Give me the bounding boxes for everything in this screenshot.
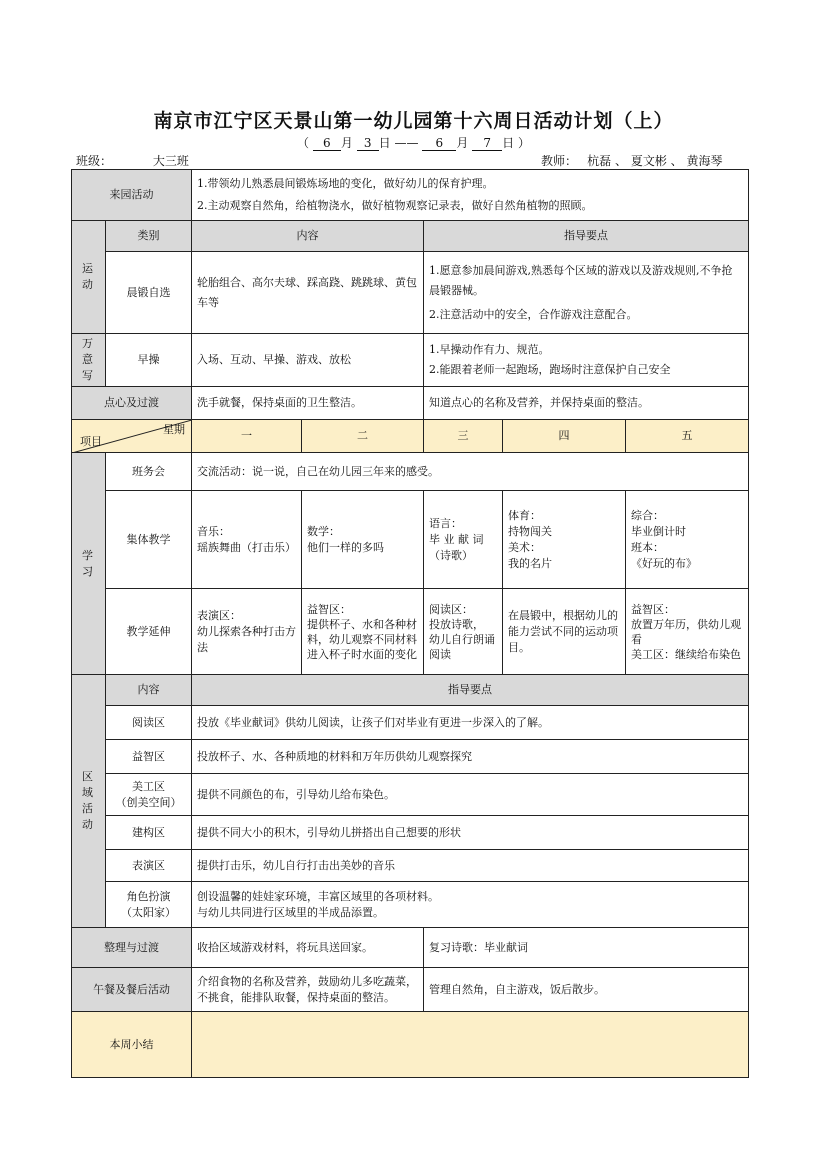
lunch-points: 管理自然角，自主游戏，饭后散步。 xyxy=(424,968,749,1012)
extension-fri: 益智区： 放置万年历，供幼儿观看 美工区：继续给布染色 xyxy=(626,589,749,675)
group-teaching-label: 集体教学 xyxy=(106,491,192,589)
morning-point: 2.注意活动中的安全，合作游戏注意配合。 xyxy=(429,307,638,321)
lunch-row xyxy=(72,968,749,1012)
area-name: 角色扮演 （太阳家） xyxy=(106,882,192,928)
exercise-content: 入场、互动、早操、游戏、放松 xyxy=(192,334,424,387)
weekday-item-header xyxy=(72,420,192,453)
exercise-label: 早操 xyxy=(106,334,192,387)
day-tuesday: 二 xyxy=(302,420,424,453)
teacher-info xyxy=(541,152,729,170)
sport-header-row xyxy=(72,221,749,252)
morning-exercise-content: 轮胎组合、高尔夫球、踩高跷、跳跳球、黄包车等 xyxy=(192,252,424,334)
morning-exercise-points xyxy=(424,252,749,334)
start-day: 3 xyxy=(357,136,379,151)
teaching-extension-label: 教学延伸 xyxy=(106,589,192,675)
tidy-points: 复习诗歌：毕业献词 xyxy=(424,928,749,968)
arrival-content xyxy=(192,170,749,221)
snack-row xyxy=(72,387,749,420)
area-col-points: 指导要点 xyxy=(192,675,749,706)
sport-col-type: 类别 xyxy=(106,221,192,252)
date-range xyxy=(0,134,827,151)
exercise-row xyxy=(72,334,749,387)
group-teaching-thu: 体育： 持物闯关 美术： 我的名片 xyxy=(503,491,626,589)
teaching-extension-row xyxy=(72,589,749,675)
date-close: ） xyxy=(518,136,531,150)
start-day-label: 日 xyxy=(378,136,391,150)
sport-morning-row xyxy=(72,252,749,334)
class-name: 大三班 xyxy=(136,152,206,170)
date-dash: —— xyxy=(394,136,419,150)
area-guidance: 投放《毕业献词》供幼儿阅读，让孩子们对毕业有更进一步深入的了解。 xyxy=(192,706,749,740)
area-row xyxy=(72,882,749,928)
date-open: （ xyxy=(296,136,309,150)
area-row xyxy=(72,706,749,740)
area-name: 表演区 xyxy=(106,850,192,882)
day-monday: 一 xyxy=(192,420,302,453)
area-row xyxy=(72,774,749,816)
extension-tue: 益智区： 提供杯子、水和各种材料，幼儿观察不同材料进入杯子时水面的变化 xyxy=(302,589,424,675)
area-col-content: 内容 xyxy=(106,675,192,706)
lunch-label: 午餐及餐后活动 xyxy=(72,968,192,1012)
tidy-row xyxy=(72,928,749,968)
area-row xyxy=(72,816,749,850)
extension-thu: 在晨锻中，根据幼儿的能力尝试不同的运动项目。 xyxy=(503,589,626,675)
week-header-row xyxy=(72,420,749,453)
sport-col-points: 指导要点 xyxy=(424,221,749,252)
extension-wed: 阅读区： 投放诗歌， 幼儿自行朗诵阅读 xyxy=(424,589,503,675)
class-meeting-row xyxy=(72,453,749,491)
sport-col-content: 内容 xyxy=(192,221,424,252)
end-day-label: 日 xyxy=(502,136,515,150)
summary-content[interactable] xyxy=(192,1012,749,1078)
day-friday: 五 xyxy=(626,420,749,453)
weekday-header: 星期 xyxy=(163,423,185,436)
group-teaching-wed: 语言： 毕 业 献 词 （诗歌） xyxy=(424,491,503,589)
start-month-label: 月 xyxy=(340,136,353,150)
area-name: 阅读区 xyxy=(106,706,192,740)
group-teaching-fri: 综合： 毕业倒计时 班本： 《好玩的布》 xyxy=(626,491,749,589)
class-meeting-label: 班务会 xyxy=(106,453,192,491)
lunch-content: 介绍食物的名称及营养，鼓励幼儿多吃蔬菜，不挑食，能排队取餐，保持桌面的整洁。 xyxy=(192,968,424,1012)
area-name: 益智区 xyxy=(106,740,192,774)
area-name: 建构区 xyxy=(106,816,192,850)
tidy-label: 整理与过渡 xyxy=(72,928,192,968)
sport-label: 运 动 xyxy=(72,221,106,334)
teacher-names xyxy=(581,152,729,170)
day-thursday: 四 xyxy=(503,420,626,453)
item-header: 项目 xyxy=(80,435,102,448)
exercise-point: 1.早操动作有力、规范。 xyxy=(429,343,550,356)
end-day: 7 xyxy=(472,136,502,151)
teacher-name: 夏文彬 xyxy=(630,154,667,168)
area-guidance: 提供不同大小的积木，引导幼儿拼搭出自己想要的形状 xyxy=(192,816,749,850)
snack-points: 知道点心的名称及营养，并保持桌面的整洁。 xyxy=(424,387,749,420)
group-teaching-mon: 音乐： 瑶族舞曲（打击乐） xyxy=(192,491,302,589)
arrival-row xyxy=(72,170,749,221)
day-wednesday: 三 xyxy=(424,420,503,453)
activity-plan-table xyxy=(71,169,749,1078)
arrival-label: 来园活动 xyxy=(72,170,192,221)
class-info xyxy=(76,152,206,170)
morning-exercise-label: 晨锻自选 xyxy=(106,252,192,334)
teacher-separator: 、 xyxy=(614,154,627,168)
exercise-points xyxy=(424,334,749,387)
area-guidance: 提供不同颜色的布，引导幼儿给布染色。 xyxy=(192,774,749,816)
teacher-name: 杭磊 xyxy=(587,154,612,168)
extension-mon: 表演区： 幼儿探索各种打击方法 xyxy=(192,589,302,675)
area-guidance: 投放杯子、水、各种质地的材料和万年历供幼儿观察探究 xyxy=(192,740,749,774)
summary-label: 本周小结 xyxy=(72,1012,192,1078)
page-title: 南京市江宁区天景山第一幼儿园第十六周日活动计划（上） xyxy=(153,110,674,132)
end-month-label: 月 xyxy=(456,136,469,150)
teacher-label: 教师： xyxy=(541,154,578,168)
study-label: 学 习 xyxy=(72,453,106,675)
area-guidance: 创设温馨的娃娃家环境，丰富区域里的各项材料。 与幼儿共同进行区域里的半成品添置。 xyxy=(192,882,749,928)
end-month: 6 xyxy=(422,136,456,151)
snack-label: 点心及过渡 xyxy=(72,387,192,420)
arrival-item: 1.带领幼儿熟悉晨间锻炼场地的变化，做好幼儿的保育护理。 xyxy=(197,177,494,190)
teacher-name: 黄海琴 xyxy=(686,154,723,168)
area-row xyxy=(72,740,749,774)
morning-point: 1.愿意参加晨间游戏,熟悉每个区域的游戏以及游戏规则,不争抢晨锻器械。 xyxy=(429,263,733,297)
area-name: 美工区 （创美空间） xyxy=(106,774,192,816)
teacher-separator: 、 xyxy=(670,154,683,168)
area-row xyxy=(72,850,749,882)
summary-row xyxy=(72,1012,749,1078)
area-guidance: 提供打击乐，幼儿自行打击出美妙的音乐 xyxy=(192,850,749,882)
write-label: 万意 写 xyxy=(72,334,106,387)
group-teaching-row xyxy=(72,491,749,589)
area-header-row xyxy=(72,675,749,706)
class-meeting-content: 交流活动：说一说，自己在幼儿园三年来的感受。 xyxy=(192,453,749,491)
exercise-point: 2.能跟着老师一起跑场，跑场时注意保护自己安全 xyxy=(429,363,671,376)
arrival-item: 2.主动观察自然角，给植物浇水，做好植物观察记录表，做好自然角植物的照顾。 xyxy=(197,199,593,212)
snack-content: 洗手就餐，保持桌面的卫生整洁。 xyxy=(192,387,424,420)
start-month: 6 xyxy=(313,136,341,151)
tidy-content: 收拾区域游戏材料，将玩具送回家。 xyxy=(192,928,424,968)
area-activity-label: 区 域 活 动 xyxy=(72,675,106,928)
class-label: 班级： xyxy=(76,154,113,168)
group-teaching-tue: 数学： 他们一样的多吗 xyxy=(302,491,424,589)
